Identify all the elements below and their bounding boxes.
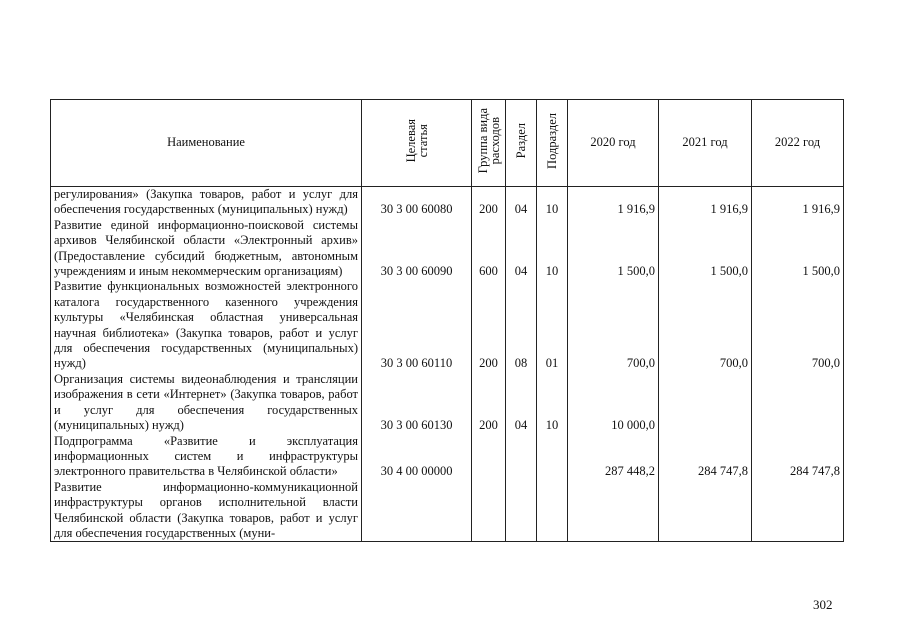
row-2021: 700,0 — [659, 279, 752, 371]
row-name: Развитие информационно-коммуникационной инфраструктуры органов исполнительной власти Челябинской области (Закупка товаров, работ и услуг для обеспечения государственных (муни- — [51, 480, 362, 542]
row-2022: 1 916,9 — [752, 187, 844, 218]
header-year-2020: 2020 год — [568, 100, 659, 187]
header-subsection-label: Подраздел — [545, 112, 559, 169]
header-year-2022: 2022 год — [752, 100, 844, 187]
table-row — [51, 279, 844, 371]
row-2021: 1 916,9 — [659, 187, 752, 218]
header-year-2021: 2021 год — [659, 100, 752, 187]
row-2020: 10 000,0 — [568, 372, 659, 434]
row-2020: 700,0 — [568, 279, 659, 371]
row-expense-group: 200 — [472, 279, 506, 371]
row-name: Развитие функциональных возможностей электронного каталога государственного казенного учреждения культуры «Челябинская областная универсальная научная библиотека» (Закупка товаров, работ и услуг для обеспечения государственных (муниципальных) нужд) — [51, 279, 362, 371]
budget-table — [50, 99, 844, 542]
row-2022 — [752, 372, 844, 434]
table-row — [51, 434, 844, 480]
row-subsection — [537, 434, 568, 480]
row-target-article: 30 4 00 00000 — [362, 434, 472, 480]
row-expense-group: 200 — [472, 372, 506, 434]
row-expense-group — [472, 480, 506, 542]
row-subsection: 10 — [537, 218, 568, 280]
header-subsection — [537, 100, 568, 187]
table-row — [51, 218, 844, 280]
row-2021 — [659, 372, 752, 434]
row-target-article: 30 3 00 60130 — [362, 372, 472, 434]
table-body — [51, 187, 844, 542]
table-row — [51, 187, 844, 218]
header-expense-group — [472, 100, 506, 187]
row-subsection — [537, 480, 568, 542]
row-target-article: 30 3 00 60110 — [362, 279, 472, 371]
page-number: 302 — [813, 597, 833, 612]
row-2020: 1 916,9 — [568, 187, 659, 218]
row-section — [506, 434, 537, 480]
row-target-article: 30 3 00 60080 — [362, 187, 472, 218]
row-2022 — [752, 480, 844, 542]
row-section — [506, 480, 537, 542]
row-2022: 1 500,0 — [752, 218, 844, 280]
row-2020 — [568, 480, 659, 542]
row-name: регулирования» (Закупка товаров, работ и услуг для обеспечения государственных (муниципальных) нужд) — [51, 187, 362, 218]
row-target-article — [362, 480, 472, 542]
header-expense-group-label: Группа вида расходов — [475, 108, 502, 174]
row-name: Организация системы видеонаблюдения и трансляции изображения в сети «Интернет» (Закупка товаров, работ и услуг для обеспечения государственных (муниципальных) нужд) — [51, 372, 362, 434]
row-subsection: 10 — [537, 372, 568, 434]
row-expense-group: 600 — [472, 218, 506, 280]
header-target-article-label: Целевая статья — [403, 119, 430, 163]
header-name: Наименование — [51, 100, 362, 187]
header-section-label: Раздел — [514, 123, 528, 159]
row-section: 08 — [506, 279, 537, 371]
row-2021 — [659, 480, 752, 542]
row-2021: 284 747,8 — [659, 434, 752, 480]
header-target-article — [362, 100, 472, 187]
row-name: Развитие единой информационно-поисковой системы архивов Челябинской области «Электронный архив» (Предоставление субсидий бюджетным, автономным учреждениям и иным некоммерческим организациям) — [51, 218, 362, 280]
row-2020: 1 500,0 — [568, 218, 659, 280]
row-2021: 1 500,0 — [659, 218, 752, 280]
header-section — [506, 100, 537, 187]
row-section: 04 — [506, 187, 537, 218]
row-name: Подпрограмма «Развитие и эксплуатация информационных систем и инфраструктуры электронного правительства в Челябинской области» — [51, 434, 362, 480]
table-header — [51, 100, 844, 187]
row-subsection: 10 — [537, 187, 568, 218]
row-subsection: 01 — [537, 279, 568, 371]
row-target-article: 30 3 00 60090 — [362, 218, 472, 280]
table-row — [51, 480, 844, 542]
row-2022: 284 747,8 — [752, 434, 844, 480]
table-row — [51, 372, 844, 434]
row-section: 04 — [506, 218, 537, 280]
row-section: 04 — [506, 372, 537, 434]
row-2020: 287 448,2 — [568, 434, 659, 480]
row-2022: 700,0 — [752, 279, 844, 371]
row-expense-group: 200 — [472, 187, 506, 218]
row-expense-group — [472, 434, 506, 480]
